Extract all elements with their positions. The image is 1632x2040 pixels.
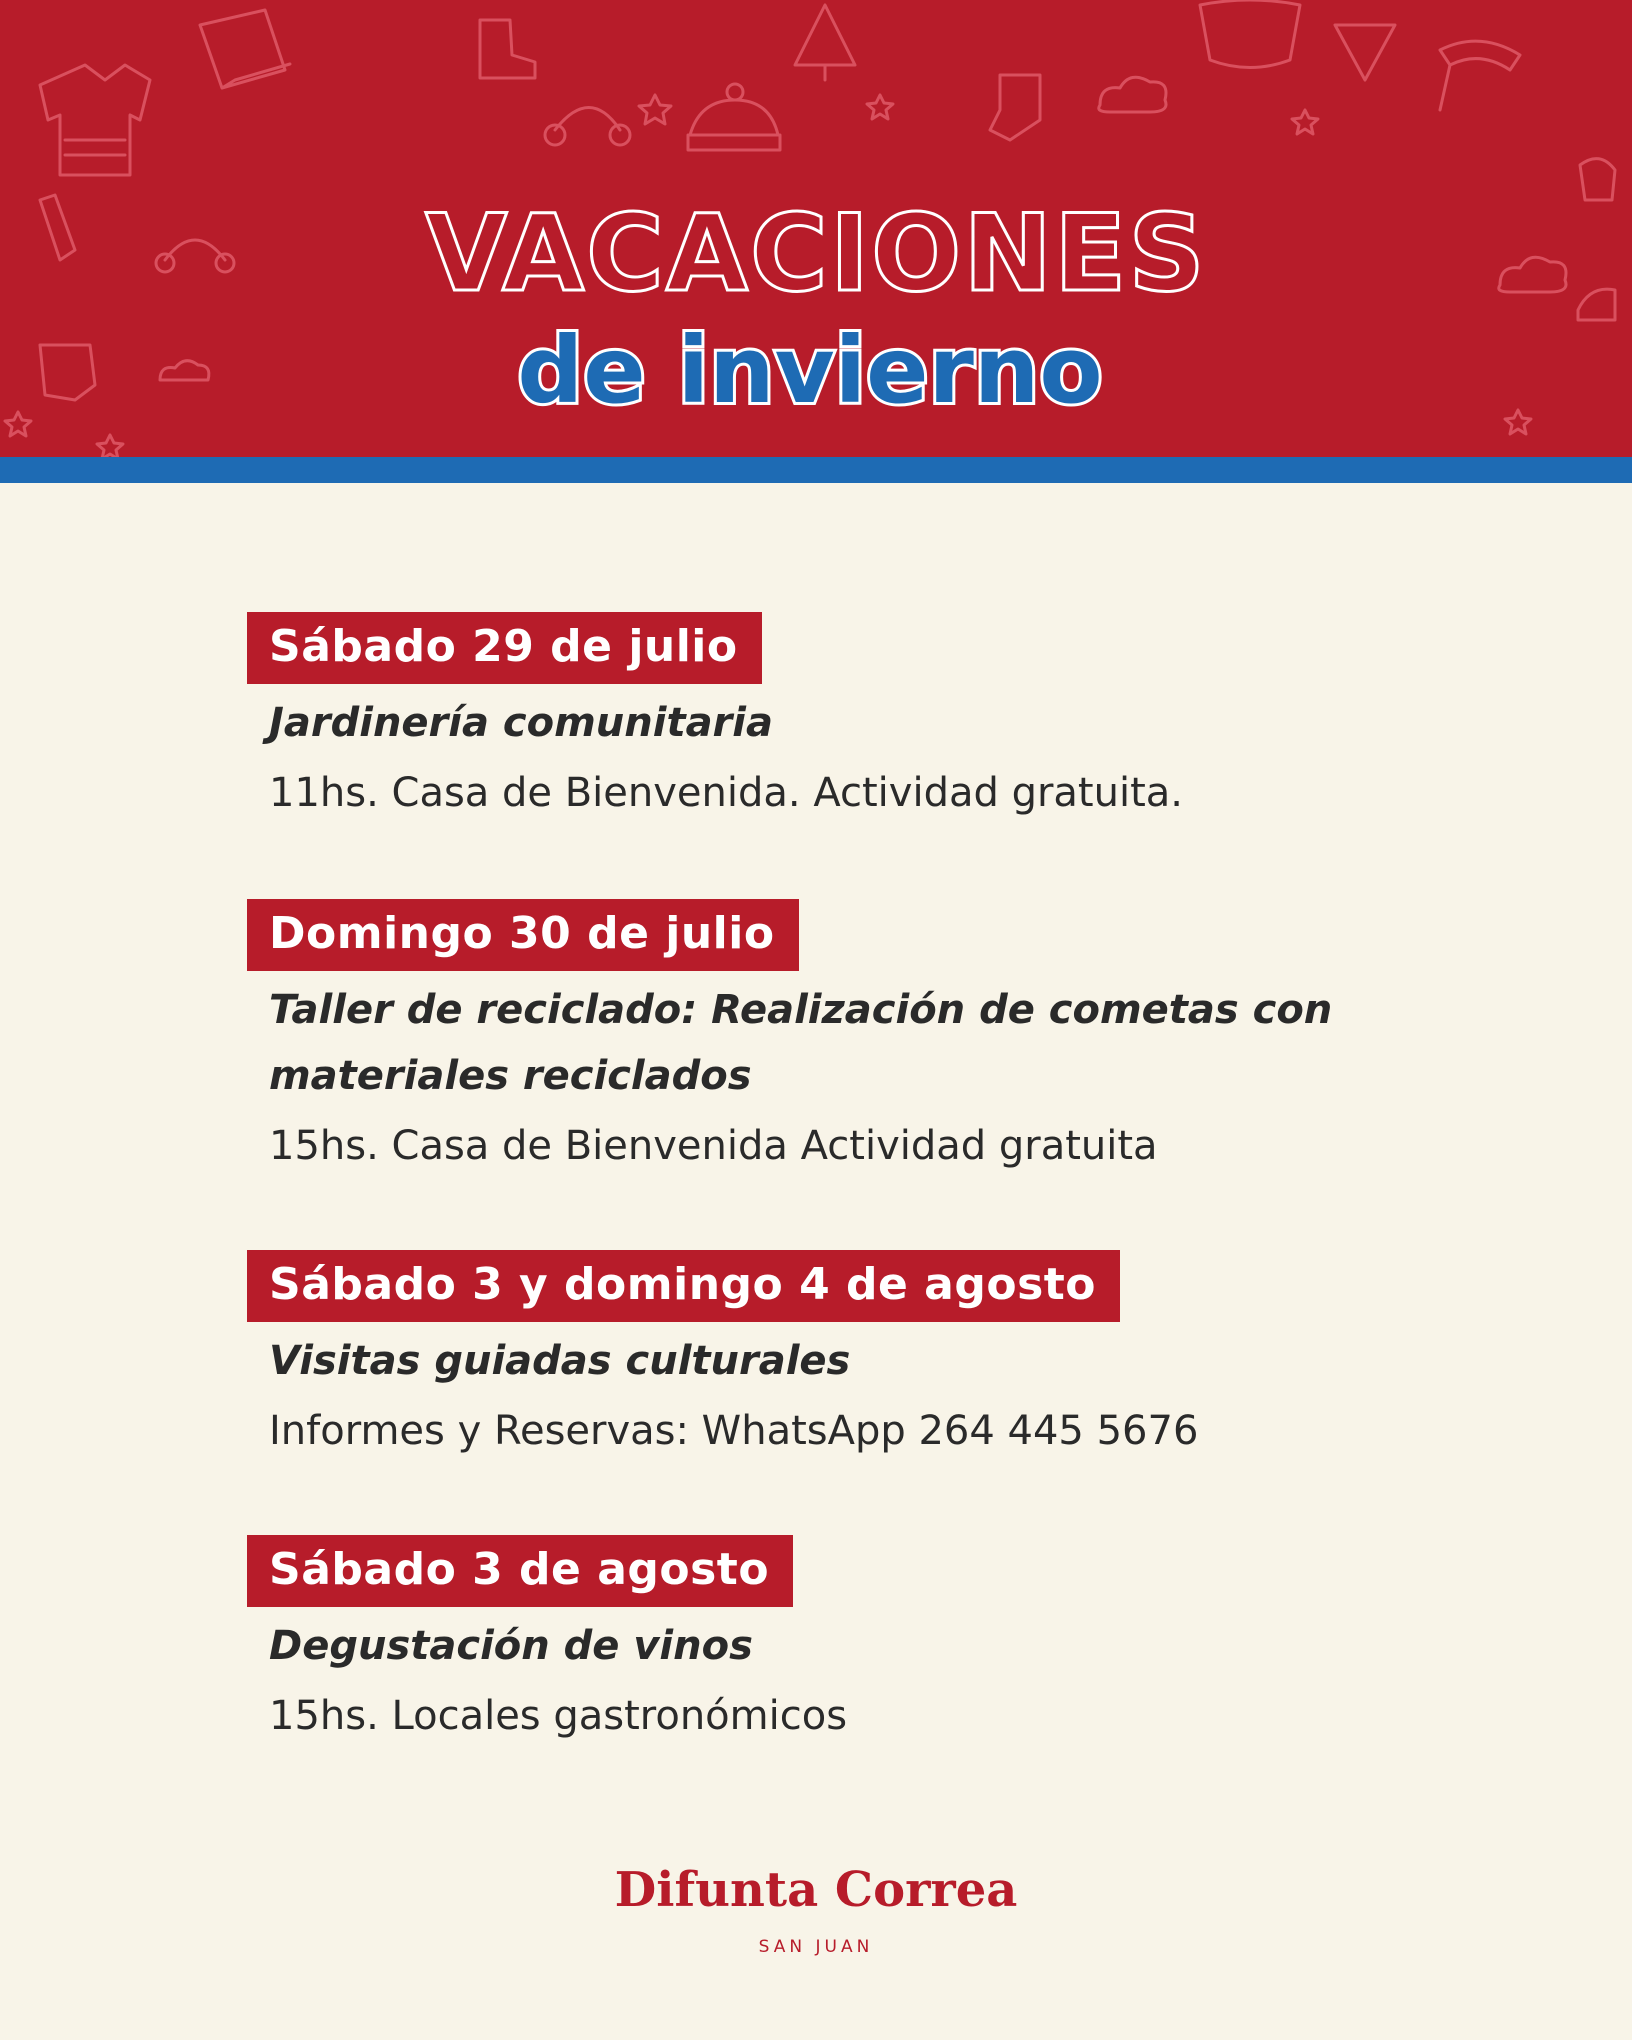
event-details: Informes y Reservas: WhatsApp 264 445 5676: [269, 1408, 1199, 1454]
event-block: [247, 1535, 1449, 1749]
brand-location: SAN JUAN: [758, 1937, 874, 1957]
event-activity: Degustación de vinos: [269, 1623, 753, 1669]
event-date-badge: Domingo 30 de julio: [247, 899, 799, 971]
title-lettering: [0, 190, 1632, 440]
title-main: VACACIONES: [425, 192, 1207, 315]
event-details: 15hs. Locales gastronómicos: [269, 1693, 848, 1739]
event-date-badge: Sábado 29 de julio: [247, 612, 762, 684]
boot-icon: [480, 20, 535, 78]
title-subtitle: de invierno: [517, 317, 1103, 424]
event-activity: Visitas guiadas culturales: [269, 1338, 851, 1384]
event-block: [247, 612, 1449, 826]
tree-icon: [795, 5, 1395, 80]
event-details: 15hs. Casa de Bienvenida Actividad gratuita: [269, 1123, 1158, 1169]
header-banner: [0, 0, 1632, 457]
event-activity: Taller de reciclado: Realización de cometas con materiales reciclados: [269, 987, 1333, 1099]
event-block: [247, 1250, 1449, 1464]
blue-divider-band: [0, 457, 1632, 483]
event-date-badge: Sábado 3 y domingo 4 de agosto: [247, 1250, 1120, 1322]
event-details: 11hs. Casa de Bienvenida. Actividad gratuita.: [269, 770, 1183, 816]
event-block: [247, 899, 1449, 1179]
mug-icon: [1200, 0, 1300, 68]
event-activity: Jardinería comunitaria: [269, 700, 773, 746]
sweater-icon: [40, 65, 150, 175]
brand-logo-text: Difunta Correa: [614, 1862, 1018, 1918]
event-date-badge: Sábado 3 de agosto: [247, 1535, 793, 1607]
book-icon: [200, 10, 290, 88]
sock-icon: [990, 75, 1040, 140]
